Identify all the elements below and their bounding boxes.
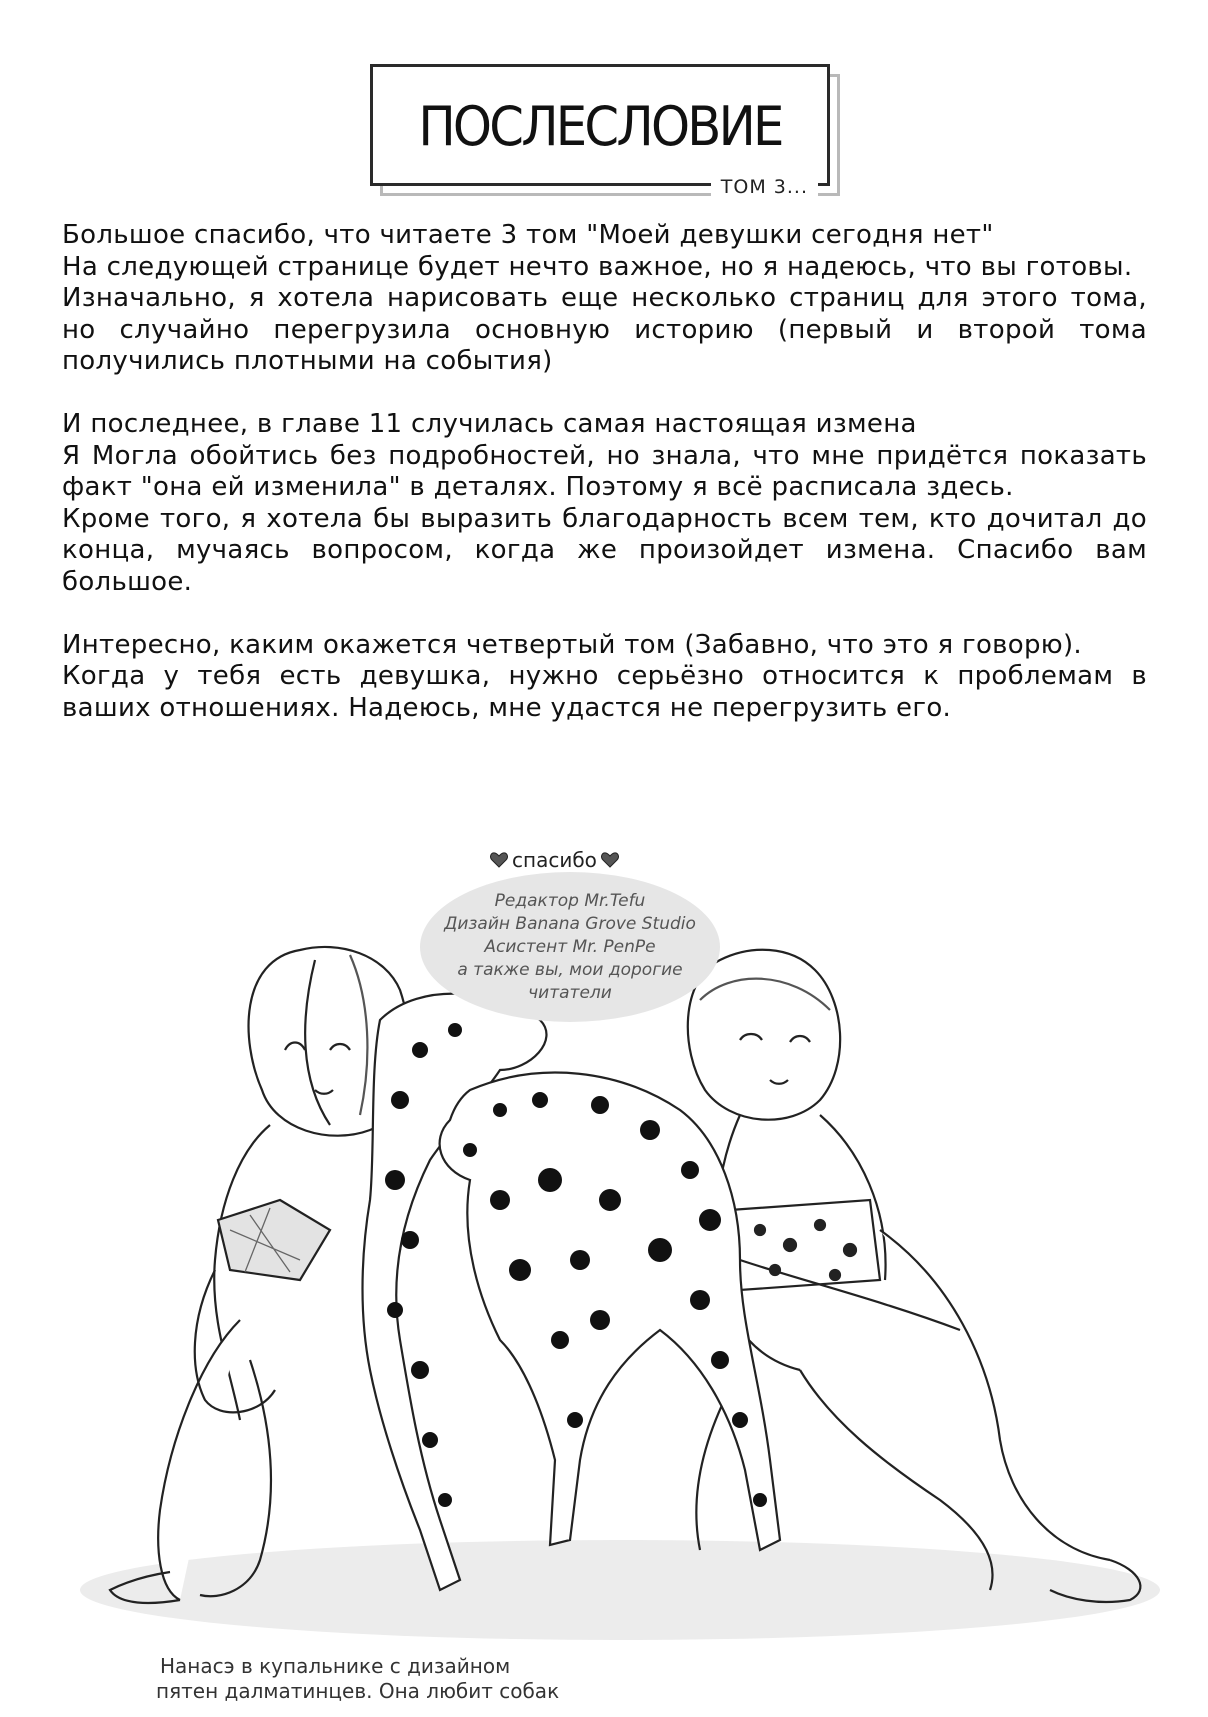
heart-icon	[601, 852, 619, 868]
paragraph: Кроме того, я хотела бы выразить благодарность всем тем, кто дочитал до конца, мучаясь вопросом, когда же произойдет измена. Спасибо вам большое.	[62, 503, 1147, 597]
afterword-text	[62, 220, 1147, 724]
credit-line: Дизайн Banana Grove Studio	[444, 913, 696, 934]
paragraph: Когда у тебя есть девушка, нужно серьёзно относится к проблемам в ваших отношениях. Надеюсь, мне удастся не перегрузить его.	[62, 661, 1147, 723]
title-box	[370, 64, 830, 186]
volume-subtitle: ТОМ 3...	[711, 176, 818, 198]
page-title: ПОСЛЕСЛОВИЕ	[418, 95, 782, 158]
paragraph: Интересно, каким окажется четвертый том (Забавно, что это я говорю).	[62, 629, 1082, 660]
credit-line: Асистент Mr. PenPe	[484, 936, 656, 957]
credit-line: Редактор Mr.Tefu	[494, 890, 646, 911]
credits-bubble	[420, 872, 720, 1022]
paragraph: Я Могла обойтись без подробностей, но знала, что мне придётся показать факт "она ей изменила" в деталях. Поэтому я всё расписала здесь.	[62, 440, 1147, 502]
credit-line: а также вы, мои дорогие	[457, 959, 683, 980]
paragraph-gap	[62, 378, 1147, 410]
caption-line: пятен далматинцев. Она любит собак	[156, 1679, 560, 1703]
thanks-line	[490, 848, 619, 872]
paragraph: На следующей странице будет нечто важное, но я надеюсь, что вы готовы.	[62, 251, 1133, 282]
paragraph-gap	[62, 598, 1147, 630]
caption-line: Нанасэ в купальнике с дизайном	[160, 1654, 511, 1678]
paragraph: И последнее, в главе 11 случилась самая настоящая измена	[62, 409, 917, 439]
illustration-caption	[156, 1654, 560, 1704]
paragraph: Изначально, я хотела нарисовать еще несколько страниц для этого тома, но случайно перегрузила основную историю (первый и второй тома получились плотными на события)	[62, 283, 1147, 376]
paragraph: Большое спасибо, что читаете 3 том "Моей девушки сегодня нет"	[62, 220, 994, 250]
title-frame	[370, 64, 840, 196]
thanks-label: спасибо	[512, 848, 597, 872]
credit-line: читатели	[528, 982, 612, 1003]
heart-icon	[490, 852, 508, 868]
dalmatian-dogs	[363, 994, 961, 1590]
